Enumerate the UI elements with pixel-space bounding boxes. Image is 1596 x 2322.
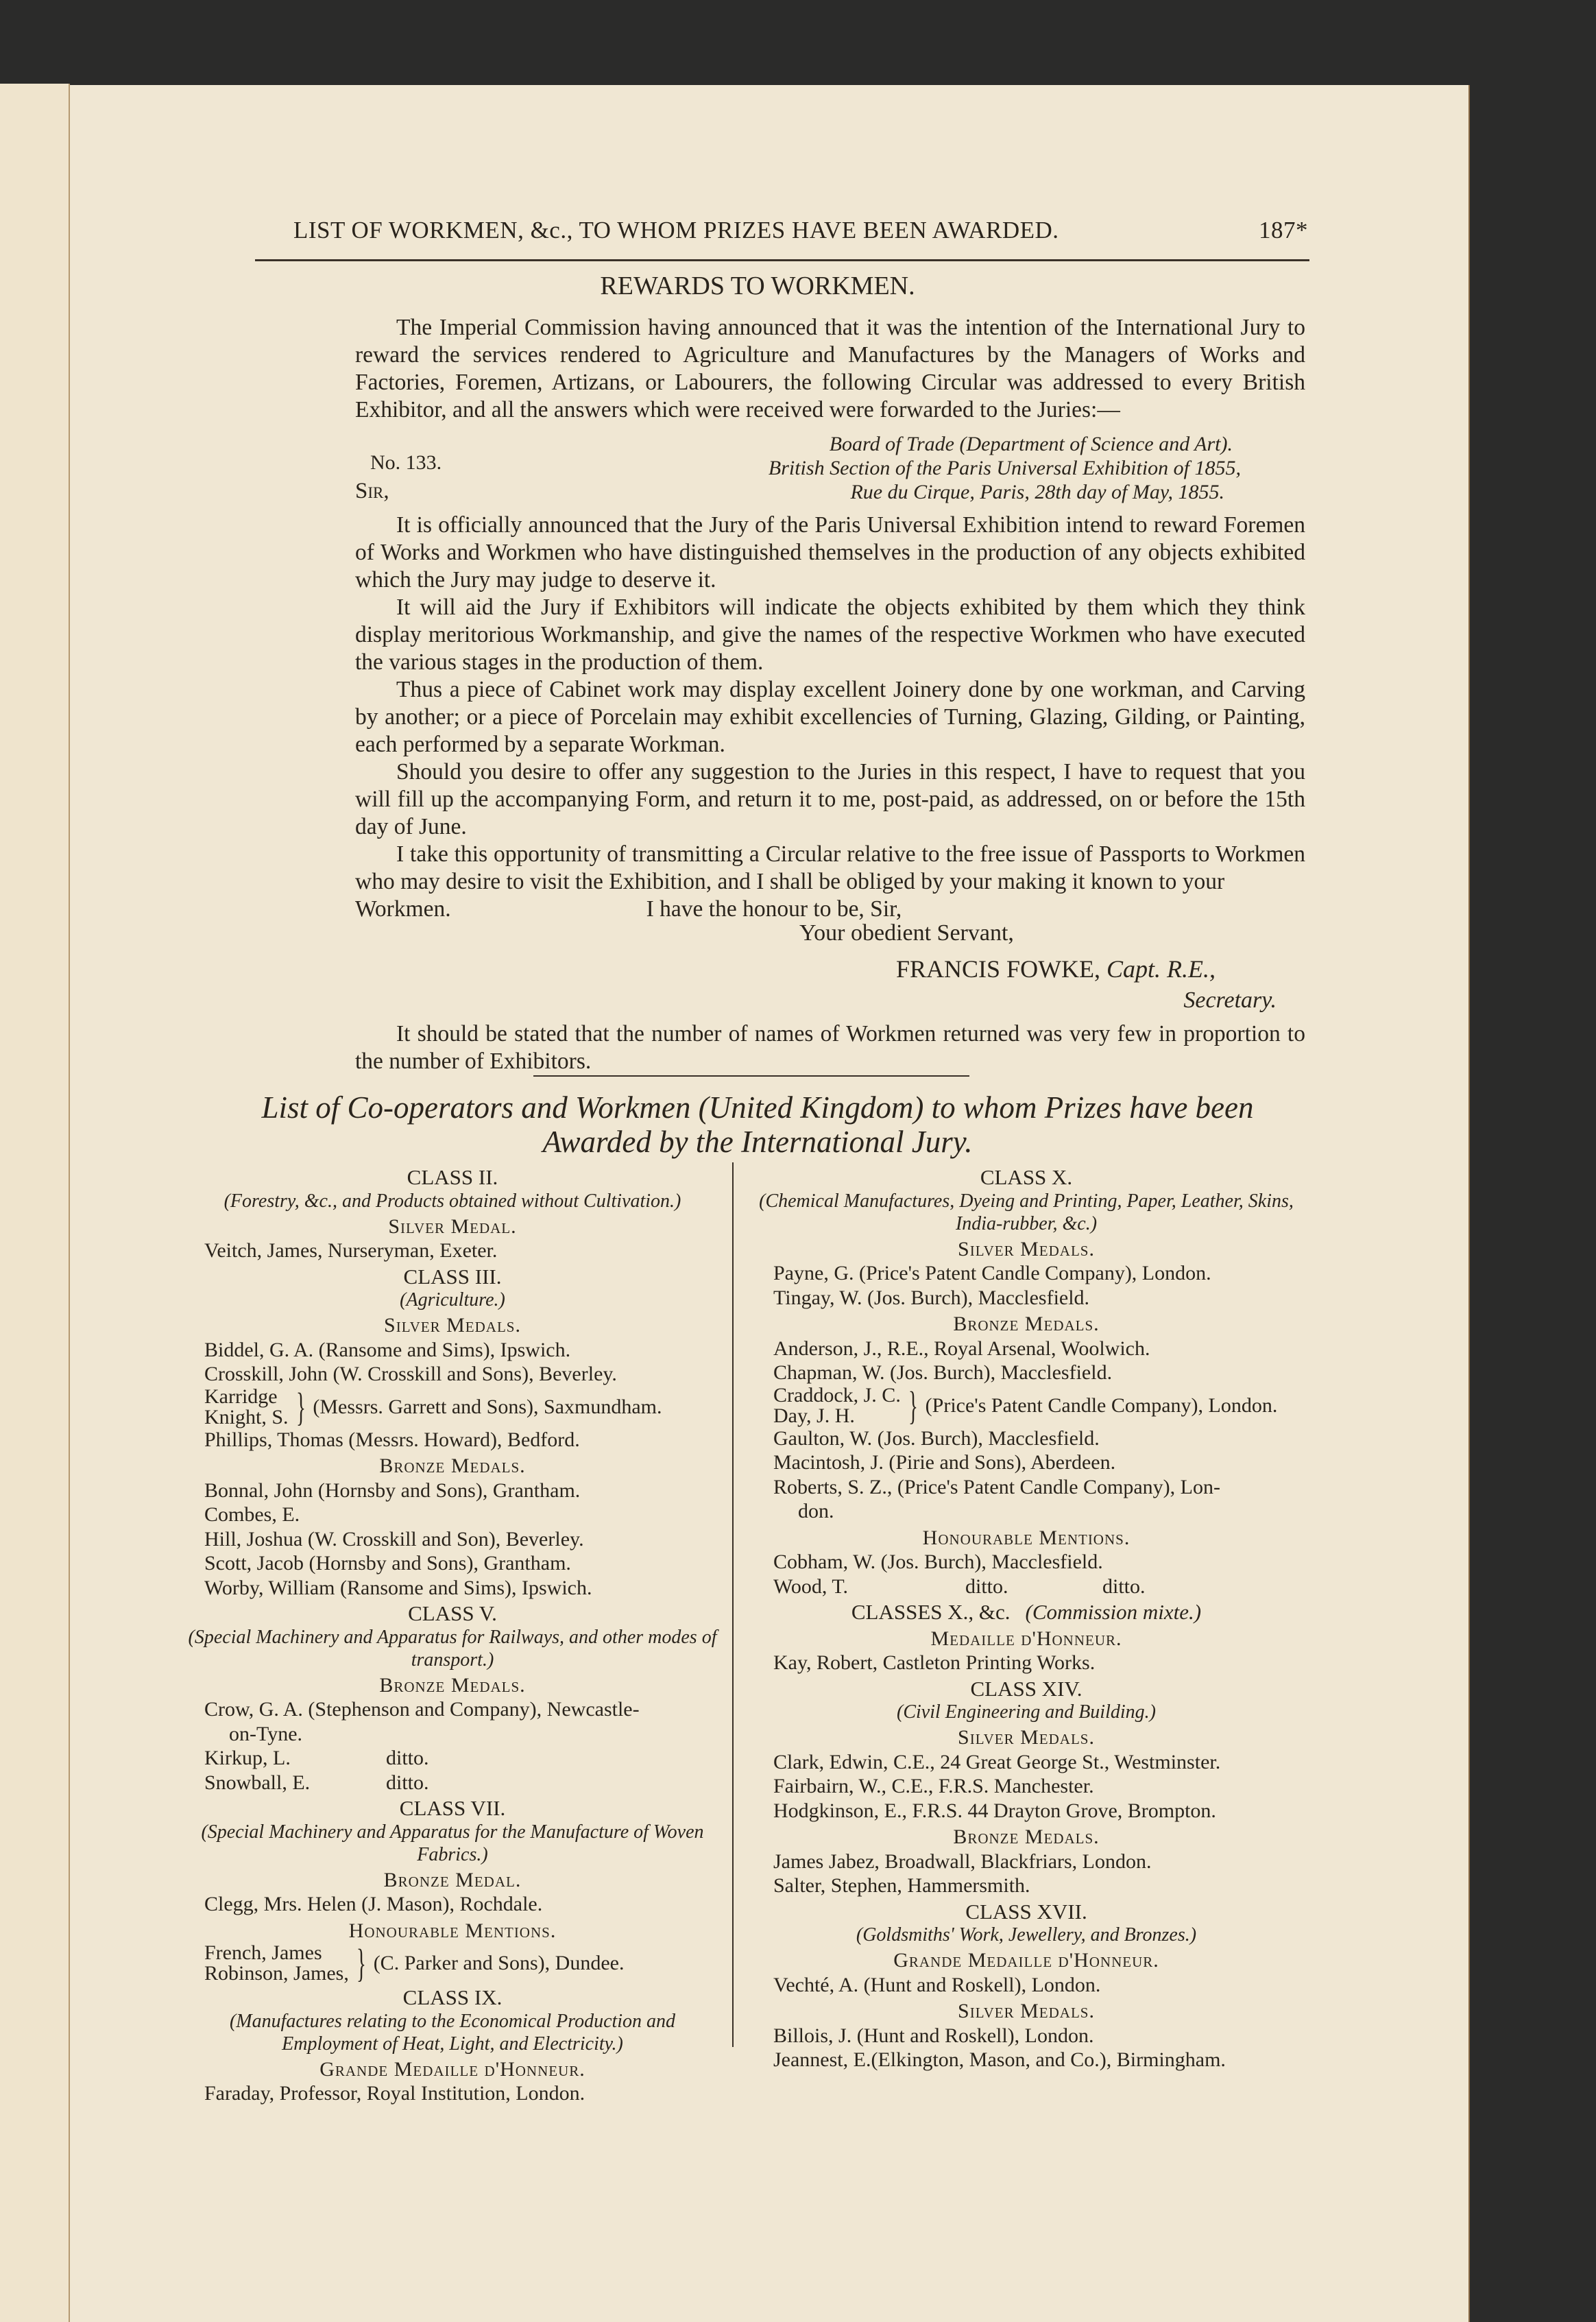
running-header: [293, 217, 1308, 244]
award-heading: Medaille d'Honneur.: [930, 1627, 1122, 1650]
closing-line: [355, 896, 1305, 923]
circular-dateline: [617, 432, 1248, 504]
awardee: Macintosh, J. (Pirie and Sons), Aberdeen.: [773, 1451, 1116, 1474]
awardee: Scott, Jacob (Hornsby and Sons), Grantham.: [204, 1552, 571, 1575]
list-item: [180, 1503, 725, 1527]
awardee: Vechté, A. (Hunt and Roskell), London.: [773, 1973, 1101, 1996]
brace-glyph: }: [295, 1384, 306, 1429]
header-rule: [255, 259, 1309, 261]
class-title: CLASS XIV.: [970, 1676, 1083, 1701]
awardee: Phillips, Thomas (Messrs. Howard), Bedford.: [204, 1428, 580, 1451]
awardee: Bonnal, John (Hornsby and Sons), Grantham.: [204, 1479, 581, 1502]
class-description: (Civil Engineering and Building.): [897, 1701, 1156, 1723]
class-description: (Manufactures relating to the Economical Production and Employment of Heat, Light, and Electricity.): [229, 2010, 676, 2055]
awardee: Billois, J. (Hunt and Roskell), London.: [773, 2024, 1094, 2047]
awardee: Salter, Stephen, Hammersmith.: [773, 1874, 1030, 1897]
awardee: Tingay, W. (Jos. Burch), Macclesfield.: [773, 1286, 1090, 1309]
class-description: (Special Machinery and Apparatus for the Manufacture of Woven Fabrics.): [201, 1821, 704, 1865]
list-item: [180, 1479, 725, 1503]
list-item: [749, 1261, 1304, 1286]
grouped-names: [204, 1387, 289, 1428]
awardee: Payne, G. (Price's Patent Candle Company), London.: [773, 1262, 1211, 1284]
page-number: 187*: [1259, 217, 1308, 243]
class-title: CLASS V.: [408, 1601, 497, 1625]
list-title-line: Awarded by the International Jury.: [542, 1125, 973, 1159]
letter-paragraph: It will aid the Jury if Exhibitors will indicate the objects exhibited by them which they think display meritorious Workmanship, and give the names of the respective Workmen who have executed the various stages in the production of them.: [355, 595, 1305, 675]
ditto-mark: ditto.: [386, 1771, 429, 1794]
grouped-names: [773, 1385, 901, 1426]
awardee: Combes, E.: [204, 1503, 300, 1526]
list-item: [749, 1874, 1304, 1898]
awardee: Worby, William (Ransome and Sims), Ipswich.: [204, 1576, 592, 1599]
list-title: [206, 1090, 1309, 1159]
signatory-name: FRANCIS FOWKE,: [896, 955, 1101, 983]
awardee: Biddel, G. A. (Ransome and Sims), Ipswich.: [204, 1338, 571, 1361]
letter-paragraph: I take this opportunity of transmitting a Circular relative to the free issue of Passports to Workmen who may desire to visit the Exhibition, and I shall be obliged by your making it known to your: [355, 841, 1305, 894]
list-item: [749, 1973, 1304, 1998]
left-column: [180, 1164, 725, 2106]
list-item: [180, 1338, 725, 1363]
award-heading: Bronze Medals.: [379, 1455, 526, 1477]
awardee: Jeannest, E.(Elkington, Mason, and Co.), Birmingham.: [773, 2048, 1226, 2071]
award-heading: Bronze Medals.: [953, 1826, 1100, 1848]
class-title: CLASSES X., &c.: [851, 1600, 1011, 1624]
awardee-name: Karridge: [204, 1385, 278, 1408]
awardee: Anderson, J., R.E., Royal Arsenal, Woolwich.: [773, 1337, 1150, 1360]
letter-paragraph: Should you desire to offer any suggestion to the Juries in this respect, I have to request that you will fill up the accompanying Form, and return it to me, post-paid, as addressed, on or before the 15th day of June.: [355, 759, 1305, 839]
class-heading: [749, 1900, 1304, 1924]
list-item: [749, 1361, 1304, 1385]
class-heading: [180, 1985, 725, 2010]
list-item: [749, 2024, 1304, 2048]
list-item: [749, 1651, 1304, 1675]
awardee: Hodgkinson, E., F.R.S. 44 Drayton Grove, Brompton.: [773, 1799, 1216, 1822]
list-item: [749, 1450, 1304, 1475]
circular-letter: [355, 512, 1305, 923]
awardee-name: Kirkup, L.: [204, 1747, 291, 1769]
awardee: Cobham, W. (Jos. Burch), Macclesfield.: [773, 1551, 1103, 1573]
class-heading: [180, 1796, 725, 1821]
section-title: REWARDS TO WORKMEN.: [600, 272, 915, 300]
awardee: Hill, Joshua (W. Crosskill and Son), Beverley.: [204, 1527, 584, 1551]
class-title: CLASS II.: [407, 1165, 498, 1189]
closing: Your obedient Servant,: [799, 920, 1014, 946]
list-item: [749, 1286, 1304, 1310]
list-item: [180, 1238, 725, 1263]
award-heading: Silver Medals.: [958, 2000, 1095, 2022]
class-description: (Agriculture.): [400, 1289, 505, 1310]
award-heading: Silver Medals.: [958, 1726, 1095, 1749]
letter-paragraph: It is officially announced that the Jury of the Paris Universal Exhibition intend to reward Foremen of Works and Workmen who have distinguished themselves in the production of any objects exhibited which the Jury may judge to deserve it.: [355, 512, 1305, 593]
class-heading: [180, 1265, 725, 1289]
awardee-continuation: on-Tyne.: [229, 1722, 303, 1745]
awardee: Crow, G. A. (Stephenson and Company), Newcastle-: [204, 1698, 640, 1721]
awardee: Gaulton, W. (Jos. Burch), Macclesfield.: [773, 1426, 1100, 1450]
list-item: [749, 1850, 1304, 1874]
circular-number: No. 133.: [370, 451, 442, 474]
award-heading: Grande Medaille d'Honneur.: [893, 1949, 1159, 1972]
award-heading: Honourable Mentions.: [348, 1919, 557, 1942]
list-item: [749, 1774, 1304, 1799]
class-title: CLASS VII.: [399, 1796, 506, 1820]
list-item-group: [749, 1385, 1304, 1426]
class-heading: [749, 1165, 1304, 1190]
dateline-line: Board of Trade (Department of Science and Art).: [829, 433, 1233, 455]
award-heading: Bronze Medals.: [379, 1673, 526, 1697]
grouped-names: [204, 1943, 349, 1984]
list-item: [749, 1426, 1304, 1451]
list-item: [749, 1337, 1304, 1361]
awardee-name: Day, J. H.: [773, 1404, 855, 1427]
award-heading: Silver Medals.: [958, 1237, 1095, 1260]
list-item: [180, 1746, 725, 1771]
awardee-name: Robinson, James,: [204, 1962, 349, 1985]
award-heading: Grande Medaille d'Honneur.: [319, 2057, 585, 2081]
letter-paragraph: Thus a piece of Cabinet work may display excellent Joinery done by one workman, and Carving by another; or a piece of Porcelain may exhibit excellencies of Turning, Glazing, Gilding, or Painting, each performed by a separate Workman.: [355, 677, 1305, 757]
class-description: (Special Machinery and Apparatus for Railways, and other modes of transport.): [188, 1626, 717, 1671]
list-item: [180, 1576, 725, 1601]
awardee: Clark, Edwin, C.E., 24 Great George St., Westminster.: [773, 1750, 1221, 1773]
list-item: [749, 1750, 1304, 1775]
list-item: [180, 2081, 725, 2106]
award-heading: Silver Medals.: [384, 1314, 521, 1337]
class-description: (Forestry, &c., and Products obtained without Cultivation.): [223, 1190, 681, 1212]
list-item: [749, 1550, 1304, 1575]
awardee: Kay, Robert, Castleton Printing Works.: [773, 1651, 1096, 1674]
list-item: [180, 1527, 725, 1552]
awardee-name: Knight, S.: [204, 1405, 289, 1428]
award-heading: Silver Medal.: [388, 1214, 517, 1238]
signatory-rank: Capt. R.E.,: [1107, 955, 1216, 983]
awardee: Fairbairn, W., C.E., F.R.S. Manchester.: [773, 1775, 1094, 1797]
class-heading: [180, 1165, 725, 1190]
list-item: [180, 1362, 725, 1387]
list-item: [180, 1428, 725, 1452]
group-affiliation: (C. Parker and Sons), Dundee.: [373, 1952, 625, 1975]
class-heading: [180, 1601, 725, 1626]
awardee-name: Wood, T.: [773, 1575, 848, 1598]
class-heading: [749, 1600, 1304, 1625]
awardee: Veitch, James, Nurseryman, Exeter.: [204, 1239, 498, 1262]
list-item: [180, 1551, 725, 1576]
awardee-name: French, James: [204, 1941, 322, 1964]
award-heading: Honourable Mentions.: [922, 1526, 1130, 1549]
awardee-continuation: don.: [798, 1500, 834, 1522]
class-title: CLASS IX.: [402, 1985, 503, 2009]
brace-glyph: }: [908, 1383, 918, 1428]
brace-glyph: }: [356, 1941, 366, 1985]
right-column: [749, 1164, 1304, 2072]
class-title: CLASS XVII.: [965, 1899, 1087, 1924]
dateline-line: Rue du Cirque, Paris, 28th day of May, 1855.: [850, 481, 1224, 503]
list-item: [180, 1892, 725, 1917]
note-paragraph: It should be stated that the number of names of Workmen returned was very few in proportion to the number of Exhibitors.: [355, 1021, 1305, 1074]
class-title: CLASS III.: [403, 1264, 502, 1289]
class-subtitle: (Commission mixte.): [1025, 1600, 1202, 1624]
ditto-mark: ditto.: [965, 1575, 1008, 1598]
list-item: [749, 1475, 1304, 1524]
signature: [896, 955, 1216, 983]
signatory-office: Secretary.: [1183, 988, 1277, 1013]
last-word: Workmen.: [355, 896, 451, 922]
class-title: CLASS X.: [980, 1165, 1073, 1189]
adjacent-page-edge: [0, 84, 70, 2322]
awardee: Chapman, W. (Jos. Burch), Macclesfield.: [773, 1361, 1113, 1384]
salutation: Sir,: [355, 479, 389, 503]
award-heading: Bronze Medal.: [383, 1868, 522, 1891]
list-item: [749, 1799, 1304, 1823]
running-title: LIST OF WORKMEN, &c., TO WHOM PRIZES HAVE BEEN AWARDED.: [293, 217, 1059, 243]
awardee-name: Snowball, E.: [204, 1771, 311, 1794]
list-item-group: [180, 1384, 725, 1429]
class-heading: [749, 1677, 1304, 1701]
list-item: [180, 1697, 725, 1746]
group-affiliation: (Price's Patent Candle Company), London.: [925, 1393, 1278, 1417]
awardee: Roberts, S. Z., (Price's Patent Candle Company), Lon-: [773, 1475, 1220, 1498]
column-divider: [732, 1162, 734, 2047]
honour-line: I have the honour to be, Sir,: [646, 896, 902, 922]
list-item: [749, 2048, 1304, 2072]
list-item-group: [180, 1943, 725, 1984]
class-description: (Goldsmiths' Work, Jewellery, and Bronzes.): [856, 1924, 1197, 1946]
intro-paragraph: The Imperial Commission having announced that it was the intention of the International Jury to reward the services rendered to Agriculture and Manufactures by the Managers of Works and Factories, Foremen, Artizans, or Labourers, the following Circular was addressed to every British Exhibitor, and all the answers which were received were forwarded to the Juries:—: [355, 315, 1305, 422]
list-title-line: List of Co-operators and Workmen (United Kingdom) to whom Prizes have been: [261, 1090, 1254, 1125]
class-description: (Chemical Manufactures, Dyeing and Printing, Paper, Leather, Skins, India-rubber, &c.): [759, 1190, 1294, 1234]
awardee-name: Craddock, J. C.: [773, 1383, 901, 1407]
ditto-mark: ditto.: [386, 1747, 429, 1769]
awardee: Crosskill, John (W. Crosskill and Sons), Beverley.: [204, 1363, 617, 1385]
dateline-line: British Section of the Paris Universal Exhibition of 1855,: [768, 457, 1241, 479]
awardee: James Jabez, Broadwall, Blackfriars, London.: [773, 1850, 1152, 1873]
list-item: [180, 1771, 725, 1795]
award-heading: Bronze Medals.: [953, 1313, 1100, 1335]
section-rule: [533, 1075, 969, 1077]
list-item: [749, 1575, 1304, 1599]
group-affiliation: (Messrs. Garrett and Sons), Saxmundham.: [313, 1395, 662, 1418]
ditto-mark: ditto.: [1102, 1575, 1146, 1598]
awardee: Clegg, Mrs. Helen (J. Mason), Rochdale.: [204, 1893, 543, 1915]
awardee: Faraday, Professor, Royal Institution, London.: [204, 2082, 585, 2105]
